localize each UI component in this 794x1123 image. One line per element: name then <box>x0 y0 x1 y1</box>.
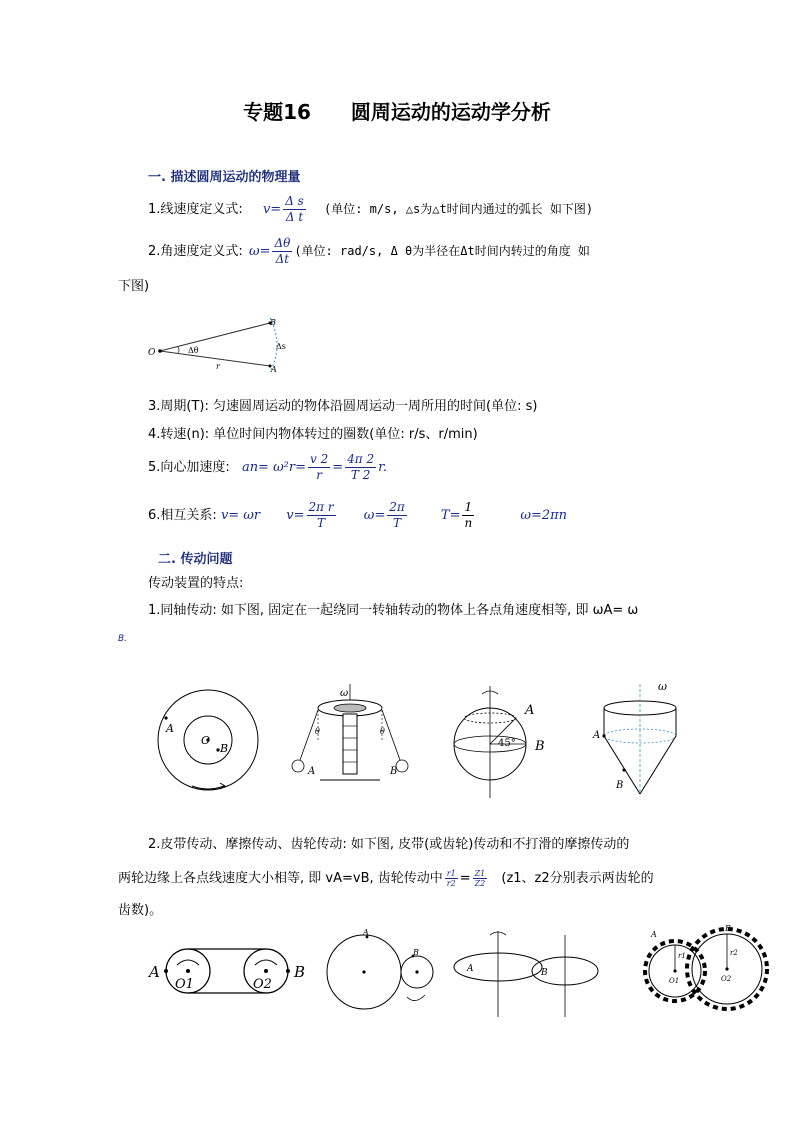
item-angular-velocity: 2.角速度定义式: ω= $\frac{\Delta\theta}{\Delta t}$ (单位: rad/s, Δ θ为半径在Δt时间内转过的角度 如 <box>148 236 590 266</box>
coaxial-figures <box>150 680 700 805</box>
svg-text:A: A <box>651 930 657 939</box>
svg-text:B: B <box>220 742 229 755</box>
svg-text:r1: r1 <box>678 952 686 960</box>
item-relations: 6.相互关系: v= ωr v= $\frac{\text{2π r}}{T}$ ω= $\frac{2\pi}{T}$ T= $\frac{1}{n}$ ω=2πn <box>148 500 568 530</box>
item-coaxial-line1: 1.同轴传动: 如下图, 固定在一起绕同一转轴转动的物体上各点角速度相等, 即 ωA= ω <box>148 603 639 618</box>
svg-text:B: B <box>390 766 398 777</box>
svg-text:B: B <box>725 925 731 933</box>
svg-text:A: A <box>525 703 535 718</box>
svg-text:θ: θ <box>380 727 385 736</box>
svg-text:A: A <box>166 722 174 735</box>
fig-rotating-sphere <box>454 686 545 798</box>
fig-swing-ride <box>292 684 408 780</box>
title-topic-name: 圆周运动的运动学分析 <box>350 100 551 124</box>
page-title <box>0 96 794 125</box>
fig-friction-drive <box>327 928 433 1009</box>
svg-text:θ: θ <box>315 727 320 736</box>
item-coaxial-line2: B. <box>118 634 128 644</box>
section2-intro: 传动装置的特点: <box>148 576 244 591</box>
svg-text:O2: O2 <box>253 977 272 992</box>
item-centripetal-acceleration: 5.向心加速度: an= ω²r= $\frac{v 2}{r}$ = $\frac{4\pi 2}{T 2}$ r. <box>148 452 388 482</box>
fig-belt-drive <box>147 949 305 993</box>
item-linear-velocity: 1.线速度定义式: v= $\frac{\text{Δ s}}{\text{Δ t}}$ (单位: m/s, △s为△t时间内通过的弧长 如下图) <box>148 194 594 224</box>
label-ds: Δs <box>276 342 286 351</box>
item-belt-line3: 齿数)。 <box>118 903 163 918</box>
angle-diagram <box>140 310 300 380</box>
item-belt-line2: 两轮边缘上各点线速度大小相等, 即 vA=vB, 齿轮传动中 $\frac{r1}{r2}$ = $\frac{Z1}{Z2}$ (z1、z2分别表示两齿轮的 <box>118 869 654 888</box>
svg-text:B: B <box>535 739 545 754</box>
label-r: r <box>216 362 220 371</box>
svg-text:O1: O1 <box>175 977 194 992</box>
item-period: 3.周期(T): 匀速圆周运动的物体沿圆周运动一周所用的时间(单位: s) <box>148 399 538 414</box>
svg-text:B: B <box>294 963 306 981</box>
fig-gear-drive <box>645 925 767 1009</box>
svg-text:A: A <box>308 766 316 777</box>
title-topic-number: 专题16 <box>243 100 311 124</box>
svg-text:B: B <box>616 780 624 791</box>
label-A: A <box>271 365 277 374</box>
svg-text:A: A <box>149 963 160 981</box>
svg-text:B: B <box>413 948 419 957</box>
svg-text:ω: ω <box>658 680 667 693</box>
svg-text:A: A <box>363 928 369 937</box>
fig-cylinder-cone <box>592 680 676 794</box>
fraction-ds-dt: $\frac{\text{Δ s}}{\text{Δ t}}$ <box>285 194 304 224</box>
item-rotation-speed: 4.转速(n): 单位时间内物体转过的圈数(单位: r/s、r/min) <box>148 427 478 442</box>
svg-text:O1: O1 <box>669 977 680 985</box>
svg-text:O: O <box>201 734 211 747</box>
svg-text:O2: O2 <box>721 975 732 983</box>
svg-text:B: B <box>541 968 548 978</box>
svg-text:45°: 45° <box>498 738 516 749</box>
section2-heading: 二. 传动问题 <box>158 552 233 567</box>
svg-text:A: A <box>467 964 474 974</box>
transmission-figures <box>145 925 775 1025</box>
section1-heading: 一. 描述圆周运动的物理量 <box>148 170 301 185</box>
item-angular-velocity-wrap: 下图) <box>118 279 150 294</box>
label-B: B <box>270 318 276 327</box>
fig-concentric-circles <box>158 690 258 790</box>
svg-text:A: A <box>593 730 601 741</box>
label-dtheta: Δθ <box>188 346 199 355</box>
label-O: O <box>148 348 156 358</box>
svg-text:ω: ω <box>340 688 349 699</box>
item-belt-line1: 2.皮带传动、摩擦传动、齿轮传动: 如下图, 皮带(或齿轮)传动和不打滑的摩擦传动的 <box>148 837 630 852</box>
svg-text:r2: r2 <box>730 949 738 957</box>
fraction-dtheta-dt: $\frac{\Delta\theta}{\Delta t}$ <box>274 236 291 266</box>
fig-friction-disks <box>454 931 598 1017</box>
